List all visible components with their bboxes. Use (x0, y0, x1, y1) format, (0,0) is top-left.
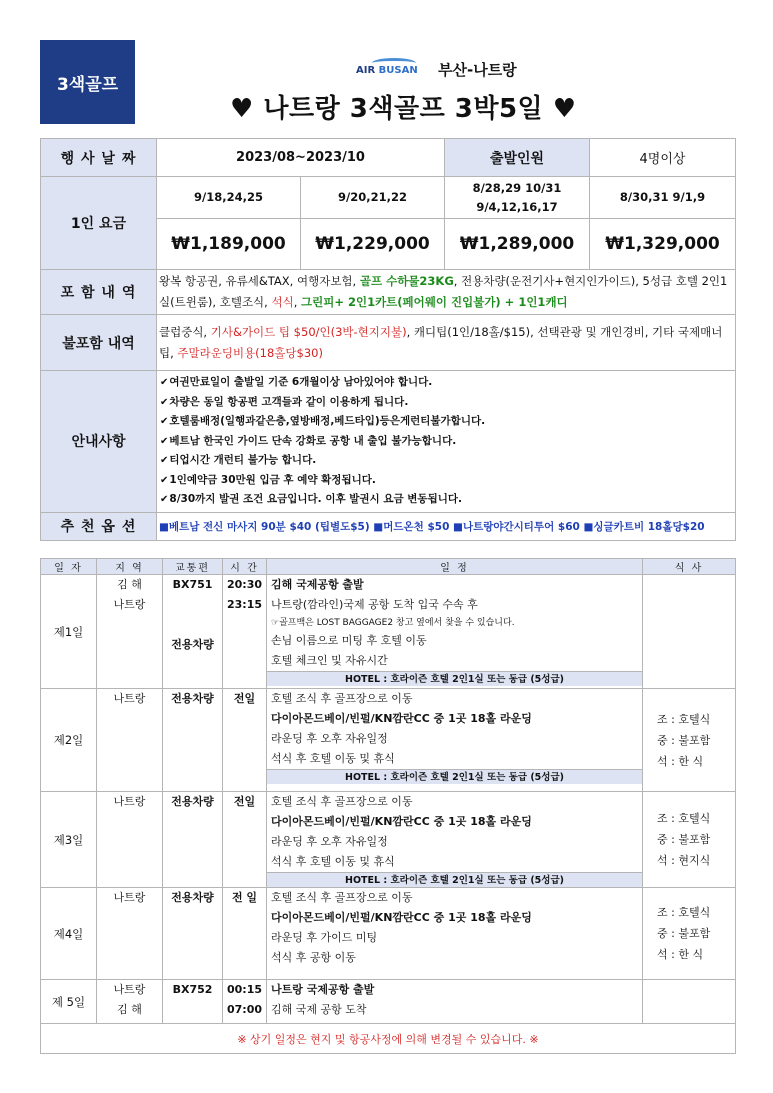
period-dates: 8/28,29 10/31 9/4,12,16,17 (445, 177, 590, 219)
guide-item: ✔베트남 한국인 가이드 단속 강화로 공항 내 출입 불가능합니다. (160, 434, 457, 447)
itinerary-line: 호텔 조식 후 골프장으로 이동 (271, 891, 413, 904)
itinerary-line: 라운딩 후 오후 자유일정 (271, 835, 388, 848)
period-dates: 9/20,21,22 (301, 177, 445, 219)
check-icon: ✔ (160, 416, 169, 427)
itinerary-line: 호텔 체크인 및 자유시간 (271, 654, 388, 667)
day-meals: 조 : 호텔식 중 : 불포함 석 : 한 식 (643, 888, 736, 980)
day-label: 제 5일 (41, 980, 97, 1024)
check-icon: ✔ (160, 455, 169, 466)
day-itinerary (267, 888, 643, 980)
price-label: 1인 요금 (41, 177, 157, 270)
day-regions: 나트랑 (97, 792, 163, 888)
day-transport: 전용차량 (163, 689, 223, 792)
day-meals (643, 575, 736, 689)
guide-label: 안내사항 (41, 371, 157, 513)
day-times: 00:15 07:00 (223, 980, 267, 1024)
itinerary-line: 라운딩 후 오후 자유일정 (271, 732, 388, 745)
itinerary-table (40, 558, 736, 1054)
product-info-table (40, 138, 736, 541)
itinerary-line: 석식 후 공항 이동 (271, 951, 356, 964)
day-regions: 김 해 나트랑 (97, 575, 163, 689)
page-title: ♥ 나트랑 3색골프 3박5일 ♥ (230, 94, 577, 124)
exclude-label: 불포함 내역 (41, 315, 157, 371)
day-transport: 전용차량 (163, 888, 223, 980)
product-badge: 3색골프 (40, 40, 135, 124)
hotel-info: HOTEL : 호라이즌 호텔 2인1실 또는 동급 (5성급) (267, 671, 642, 686)
check-icon: ✔ (160, 494, 169, 505)
itinerary-day-row (41, 888, 736, 980)
day-transport: BX751 전용차량 (163, 575, 223, 689)
header-region: 지 역 (97, 559, 163, 575)
recommend-label: 추 천 옵 션 (41, 512, 157, 540)
route-label: 부산-나트랑 (438, 60, 517, 79)
day-meals: 조 : 호텔식 중 : 불포함 석 : 현지식 (643, 792, 736, 888)
itinerary-header (41, 559, 736, 575)
hotel-info: HOTEL : 호라이즌 호텔 2인1실 또는 동급 (5성급) (267, 872, 642, 887)
itinerary-line: 다이아몬드베이/빈펄/KN깜란CC 중 1곳 18홀 라운딩 (271, 911, 532, 924)
itinerary-line: 석식 후 호텔 이동 및 휴식 (271, 855, 395, 868)
itinerary-line: ☞골프백은 LOST BAGGAGE2 창고 옆에서 찾을 수 있습니다. (271, 618, 515, 628)
itinerary-day-row (41, 792, 736, 888)
day-meals: 조 : 호텔식 중 : 불포함 석 : 한 식 (643, 689, 736, 792)
guide-item: ✔8/30까지 발권 조건 요금입니다. 이후 발권시 요금 변동됩니다. (160, 493, 462, 505)
header-time: 시 간 (223, 559, 267, 575)
hotel-info: HOTEL : 호라이즌 호텔 2인1실 또는 동급 (5성급) (267, 769, 642, 784)
itinerary-day-row (41, 689, 736, 792)
header-schedule: 일 정 (267, 559, 643, 575)
period-dates: 9/18,24,25 (157, 177, 301, 219)
people-label: 출발인원 (445, 139, 590, 177)
include-text: 왕복 항공권, 유류세&TAX, 여행자보험, 골프 수하물23KG, 전용차량(운전기사+현지인가이드), 5성급 호텔 2인1실(트윈룸), 호텔조식, 석식, 그린피+ 2인1카트(페어웨이 진입불가) + 1인1캐디 (157, 270, 736, 315)
itinerary-line: 다이아몬드베이/빈펄/KN깜란CC 중 1곳 18홀 라운딩 (271, 712, 532, 725)
guide-item: ✔호텔룸배정(일행과같은층,옆방배정,베드타입)등은게런티불가합니다. (160, 415, 486, 427)
day-times: 전일 (223, 689, 267, 792)
day-meals (643, 980, 736, 1024)
itinerary-line: 라운딩 후 가이드 미팅 (271, 931, 378, 944)
recommend-options: ■베트남 전신 마사지 90분 $40 (팁별도$5) ■머드온천 $50 ■나트랑야간시티투어 $60 ■싱글카트비 18홀당$20 (157, 512, 736, 540)
header-meals: 식 사 (643, 559, 736, 575)
day-itinerary (267, 575, 643, 689)
day-label: 제2일 (41, 689, 97, 792)
check-icon: ✔ (160, 396, 169, 408)
day-regions: 나트랑 김 해 (97, 980, 163, 1024)
check-icon: ✔ (160, 474, 169, 486)
guide-list (157, 371, 736, 513)
guide-item: ✔여권만료일이 출발일 기준 6개월이상 남아있어야 합니다. (160, 376, 433, 388)
day-regions: 나트랑 (97, 888, 163, 980)
period-dates: 8/30,31 9/1,9 (590, 177, 736, 219)
day-label: 제4일 (41, 888, 97, 980)
itinerary-line: 석식 후 호텔 이동 및 휴식 (271, 752, 395, 765)
day-label: 제3일 (41, 792, 97, 888)
itinerary-line: 나트랑(깜라인)국제 공항 도착 입국 수속 후 (271, 598, 478, 611)
date-value: 2023/08~2023/10 (157, 139, 445, 177)
header-day: 일 자 (41, 559, 97, 575)
guide-item: ✔차량은 동일 항공편 고객들과 같이 이용하게 됩니다. (160, 395, 409, 408)
price-value: ₩1,229,000 (301, 219, 445, 270)
itinerary-line: 김해 국제공항 출발 (271, 578, 364, 591)
itinerary-line: 호텔 조식 후 골프장으로 이동 (271, 692, 413, 705)
itinerary-line: 호텔 조식 후 골프장으로 이동 (271, 795, 413, 808)
day-itinerary (267, 689, 643, 792)
price-value: ₩1,329,000 (590, 219, 736, 270)
day-transport: 전용차량 (163, 792, 223, 888)
day-times: 20:30 23:15 (223, 575, 267, 689)
itinerary-line: 다이아몬드베이/빈펄/KN깜란CC 중 1곳 18홀 라운딩 (271, 815, 532, 828)
guide-item: ✔티업시간 개런티 불가능 합니다. (160, 454, 317, 466)
day-times: 전 일 (223, 888, 267, 980)
day-label: 제1일 (41, 575, 97, 689)
people-value: 4명이상 (590, 139, 736, 177)
itinerary-day-row (41, 980, 736, 1024)
include-label: 포 함 내 역 (41, 270, 157, 315)
day-regions: 나트랑 (97, 689, 163, 792)
itinerary-line: 손님 이름으로 미팅 후 호텔 이동 (271, 634, 427, 647)
itinerary-day-row (41, 575, 736, 689)
day-transport: BX752 (163, 980, 223, 1024)
day-itinerary (267, 792, 643, 888)
air-busan-logo: AIR BUSAN (356, 58, 432, 80)
itinerary-footnote: ※ 상기 일정은 현지 및 항공사정에 의해 변경될 수 있습니다. ※ (41, 1024, 736, 1054)
day-times: 전일 (223, 792, 267, 888)
check-icon: ✔ (160, 377, 169, 388)
itinerary-line: 나트랑 국제공항 출발 (271, 983, 375, 996)
day-itinerary (267, 980, 643, 1024)
header-transport: 교통편 (163, 559, 223, 575)
airline-brand (356, 58, 517, 80)
guide-item: ✔1인예약금 30만원 입금 후 예약 확정됩니다. (160, 473, 376, 486)
price-value: ₩1,289,000 (445, 219, 590, 270)
exclude-text: 클럽중식, 기사&가이드 팁 $50/인(3박-현지지불), 캐디팁(1인/18홀/$15), 선택관광 및 개인경비, 기타 국제매너팁, 주말라운딩비용(18홀당$30) (157, 315, 736, 371)
date-label: 행 사 날 짜 (41, 139, 157, 177)
itinerary-line: 김해 국제 공항 도착 (271, 1003, 367, 1016)
price-value: ₩1,189,000 (157, 219, 301, 270)
check-icon: ✔ (160, 435, 169, 447)
